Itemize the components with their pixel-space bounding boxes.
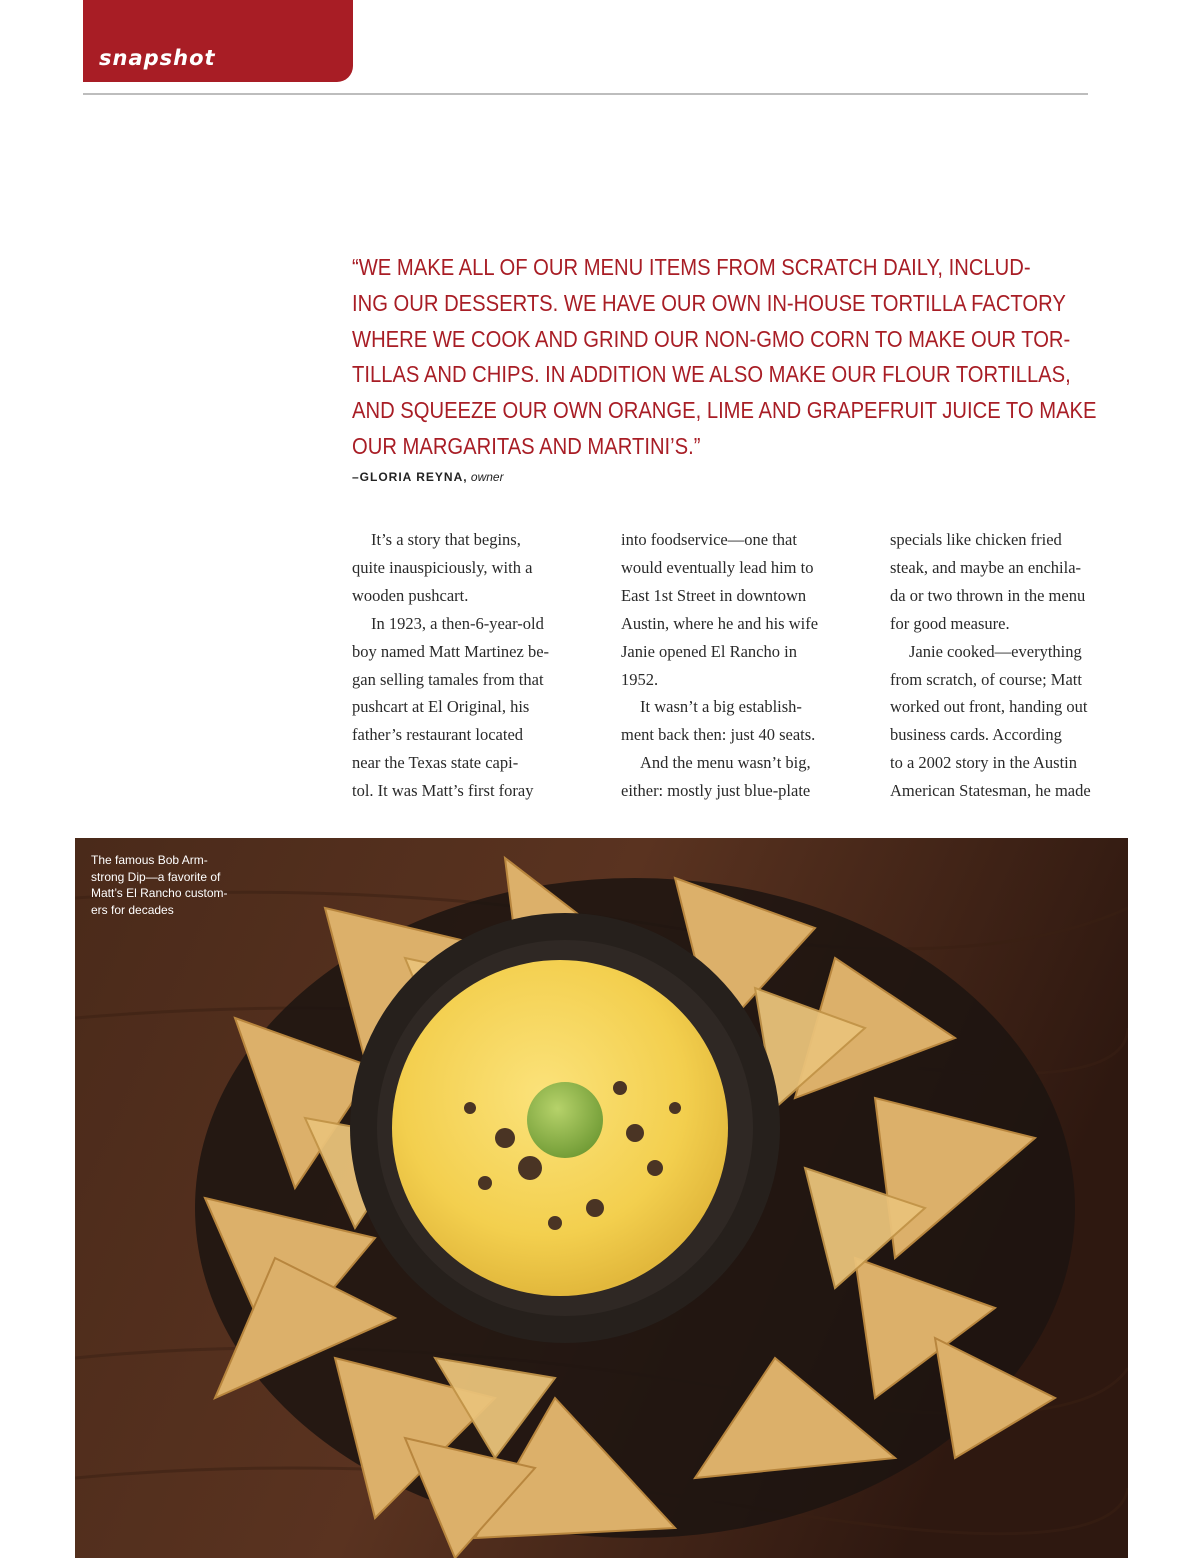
body-line: into foodservice—one that <box>621 530 797 549</box>
body-line: near the Texas state capi- <box>352 753 519 773</box>
body-line: In 1923, a then-6-year-old <box>371 613 544 633</box>
body-line: It wasn’t a big establish- <box>640 697 802 717</box>
body-line: da or two thrown in the menu <box>890 585 1086 605</box>
quote-line: OUR MARGARITAS AND MARTINI’S.” <box>352 432 701 459</box>
body-line: boy named Matt Martinez be- <box>352 641 550 661</box>
body-line: pushcart at El Original, his <box>352 697 530 717</box>
body-line: And the menu wasn’t big, <box>640 753 811 773</box>
body-line: steak, and maybe an enchila- <box>890 557 1082 577</box>
attribution-name: –GLORIA REYNA, <box>352 470 468 484</box>
body-line: gan selling tamales from that <box>352 669 544 689</box>
article-column-1 <box>352 526 602 805</box>
body-line: to a 2002 story in the Austin <box>890 753 1077 773</box>
caption-line: ers for decades <box>91 902 174 917</box>
body-line: Janie opened El Rancho in <box>621 641 797 661</box>
body-line: 1952. <box>621 669 659 689</box>
body-line: father’s restaurant located <box>352 725 524 745</box>
body-line: worked out front, handing out <box>890 697 1088 717</box>
article-column-2 <box>621 526 871 805</box>
body-line: quite inauspiciously, with a <box>352 557 533 577</box>
body-line: would eventually lead him to <box>621 557 814 577</box>
queso-dip-illustration <box>75 838 1128 1558</box>
body-line: specials like chicken fried <box>890 530 1062 549</box>
attribution-role: owner <box>470 470 504 484</box>
quote-line: TILLAS AND CHIPS. IN ADDITION WE ALSO MAKE OUR FLOUR TORTILLAS, <box>352 361 1071 388</box>
article-column-3 <box>890 526 1140 805</box>
body-line: East 1st Street in downtown <box>621 585 807 605</box>
quote-line: ING OUR DESSERTS. WE HAVE OUR OWN IN-HOUSE TORTILLA FACTORY <box>352 289 1066 316</box>
section-label: snapshot <box>99 46 216 70</box>
body-line: from scratch, of course; Matt <box>890 669 1082 689</box>
body-line: for good measure. <box>890 613 1010 633</box>
body-line: wooden pushcart. <box>352 585 469 605</box>
body-line: ment back then: just 40 seats. <box>621 725 816 745</box>
body-line: either: mostly just blue-plate <box>621 781 811 801</box>
pull-quote <box>352 250 1097 465</box>
caption-line: Matt’s El Rancho custom- <box>91 886 228 900</box>
header-rule <box>83 93 1088 95</box>
quote-line: AND SQUEEZE OUR OWN ORANGE, LIME AND GRAPEFRUIT JUICE TO MAKE <box>352 397 1097 424</box>
section-tab <box>83 0 353 82</box>
body-line: tol. It was Matt’s first foray <box>352 781 534 801</box>
quote-line: WHERE WE COOK AND GRIND OUR NON-GMO CORN TO MAKE OUR TOR- <box>352 325 1071 352</box>
photo-caption <box>91 852 261 918</box>
quote-line: “WE MAKE ALL OF OUR MENU ITEMS FROM SCRATCH DAILY, INCLUD- <box>352 254 1031 280</box>
body-line: American Statesman, he made <box>890 781 1091 801</box>
body-line: Janie cooked—everything <box>909 641 1082 661</box>
food-photo <box>75 838 1128 1558</box>
body-line: business cards. According <box>890 725 1062 745</box>
quote-attribution <box>352 470 504 484</box>
body-line: It’s a story that begins, <box>371 530 521 549</box>
caption-line: The famous Bob Arm- <box>91 853 208 867</box>
caption-line: strong Dip—a favorite of <box>91 869 221 884</box>
body-line: Austin, where he and his wife <box>621 613 819 633</box>
